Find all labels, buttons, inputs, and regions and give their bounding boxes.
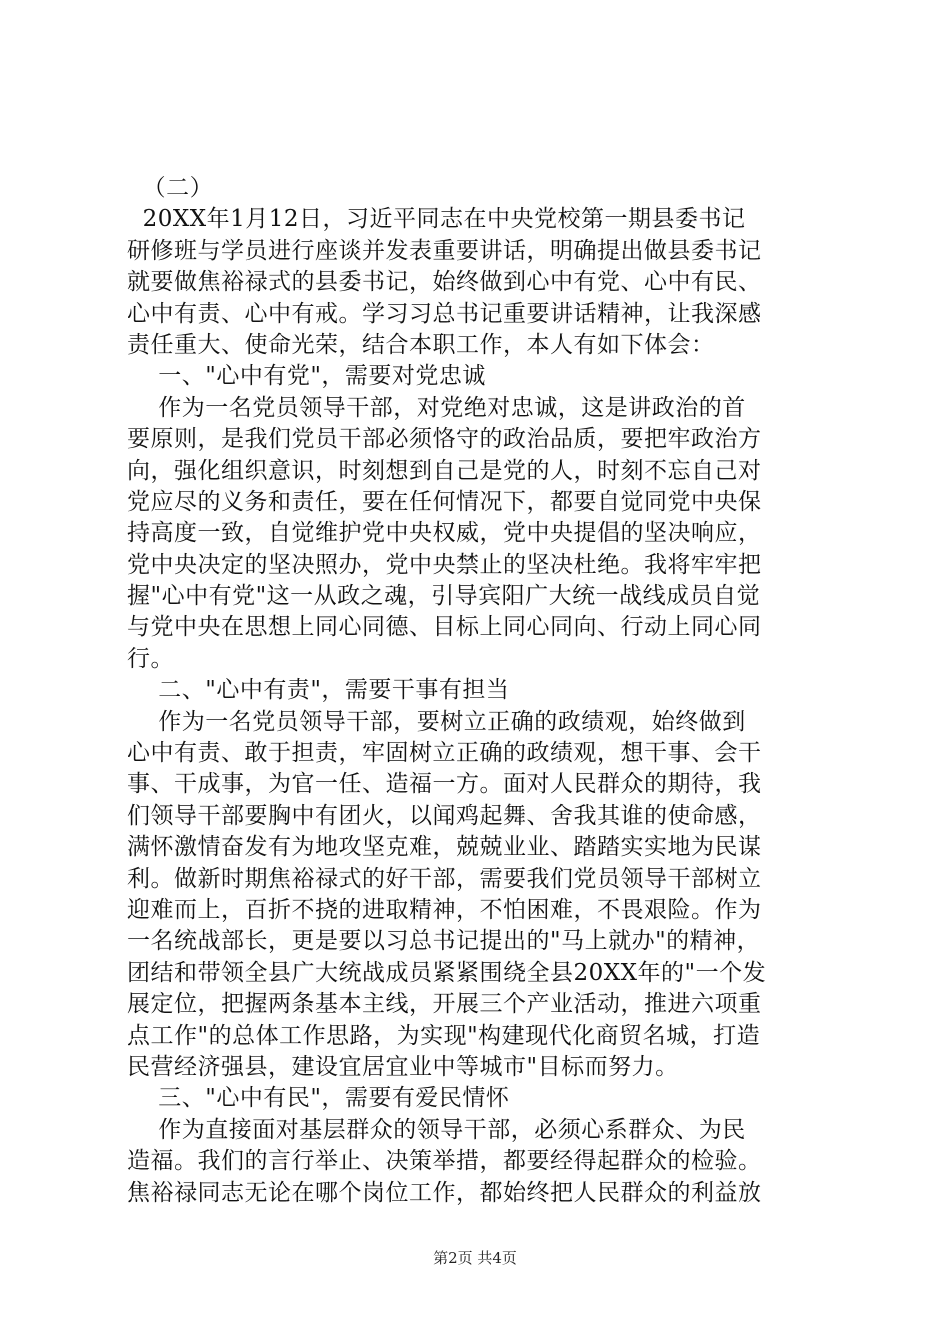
text-line: 团结和带领全县广大统战成员紧紧围绕全县20XX年的"一个发 (127, 959, 767, 986)
text-line: 持高度一致，自觉维护党中央权威，党中央提倡的坚决响应， (127, 520, 762, 547)
text-line: 研修班与学员进行座谈并发表重要讲话，明确提出做县委书记 (127, 237, 762, 264)
text-line: 党中央决定的坚决照办，党中央禁止的坚决杜绝。我将牢牢把 (127, 551, 762, 578)
text-line: 与党中央在思想上同心同德、目标上同心同向、行动上同心同 (127, 614, 762, 641)
text-line: 二、"心中有责"，需要干事有担当 (127, 677, 510, 704)
text-line: 迎难而上，百折不挠的进取精神，不怕困难，不畏艰险。作为 (127, 896, 762, 923)
text-line: 20XX年1月12日，习近平同志在中央党校第一期县委书记 (127, 206, 746, 233)
text-line: 点工作"的总体工作思路，为实现"构建现代化商贸名城，打造 (127, 1022, 761, 1049)
page-footer: 第2页 共4页 (433, 1249, 517, 1267)
text-line: 就要做焦裕禄式的县委书记，始终做到心中有党、心中有民、 (127, 269, 762, 296)
text-line: （二） (127, 175, 214, 201)
text-line: 心中有责、心中有戒。学习习总书记重要讲话精神，让我深感 (127, 300, 762, 327)
text-line: 造福。我们的言行举止、决策举措，都要经得起群众的检验。 (127, 1148, 762, 1175)
text-line: 满怀激情奋发有为地攻坚克难，兢兢业业、踏踏实实地为民谋 (127, 834, 762, 861)
text-line: 一名统战部长，更是要以习总书记提出的"马上就办"的精神， (127, 928, 761, 955)
text-line: 们领导干部要胸中有团火，以闻鸡起舞、舍我其谁的使命感， (127, 802, 762, 829)
text-line: 一、"心中有党"，需要对党忠诚 (127, 363, 486, 390)
text-line: 心中有责、敢于担责，牢固树立正确的政绩观，想干事、会干 (127, 740, 762, 767)
text-line: 作为直接面对基层群众的领导干部，必须心系群众、为民 (127, 1116, 746, 1143)
text-line: 行。 (127, 645, 174, 672)
text-line: 责任重大、使命光荣，结合本职工作，本人有如下体会： (127, 331, 715, 358)
text-line: 事、干成事，为官一任、造福一方。面对人民群众的期待，我 (127, 771, 762, 798)
text-line: 三、"心中有民"，需要有爱民情怀 (127, 1085, 510, 1112)
text-line: 党应尽的义务和责任，要在任何情况下，都要自觉同党中央保 (127, 488, 762, 515)
text-line: 向，强化组织意识，时刻想到自己是党的人，时刻不忘自己对 (127, 457, 762, 484)
text-line: 利。做新时期焦裕禄式的好干部，需要我们党员领导干部树立 (127, 865, 762, 892)
text-line: 展定位，把握两条基本主线，开展三个产业活动，推进六项重 (127, 991, 762, 1018)
text-line: 握"心中有党"这一从政之魂，引导宾阳广大统一战线成员自觉 (127, 583, 761, 610)
document-body (127, 173, 827, 1209)
text-line: 作为一名党员领导干部，对党绝对忠诚，这是讲政治的首 (127, 394, 746, 421)
text-line: 作为一名党员领导干部，要树立正确的政绩观，始终做到 (127, 708, 746, 735)
text-line: 要原则，是我们党员干部必须恪守的政治品质，要把牢政治方 (127, 426, 762, 453)
text-line: 焦裕禄同志无论在哪个岗位工作，都始终把人民群众的利益放 (127, 1179, 762, 1206)
text-line: 民营经济强县，建设宜居宜业中等城市"目标而努力。 (127, 1053, 679, 1080)
